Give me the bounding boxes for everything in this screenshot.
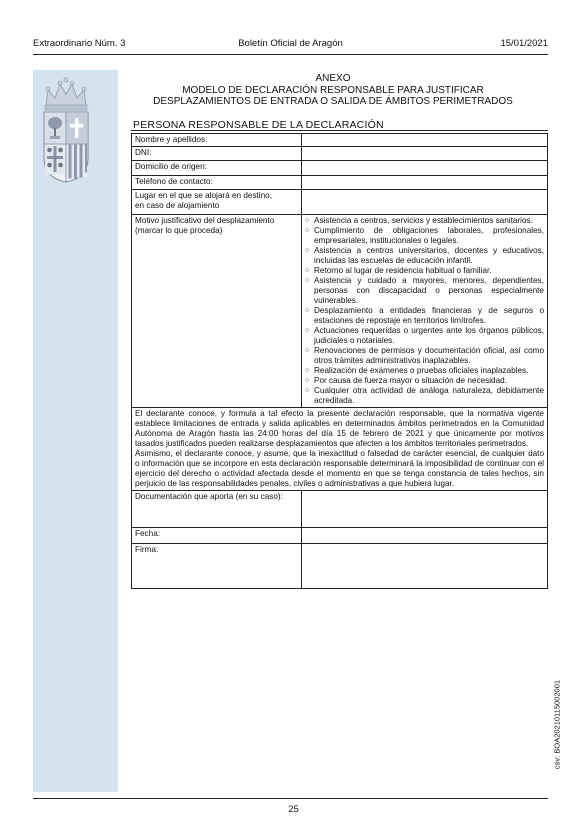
dni-row	[132, 147, 547, 161]
documentation-label: Documentación que aporta (en su caso):	[132, 491, 302, 527]
annex-title-line-1: MODELO DE DECLARACIÓN RESPONSABLE PARA JUSTIFICAR	[182, 84, 484, 96]
reason-option-label: Realización de exámenes o pruebas oficiales inaplazables.	[314, 366, 529, 375]
reason-option-label: Desplazamiento a entidades financieras y de seguros o estaciones de repostaje en territorios limítrofes.	[314, 306, 544, 325]
origin-row	[132, 161, 547, 176]
reason-option-label: Asistencia a centros universitarios, docentes y educativos, incluidas las escuelas de educación infantil.	[314, 246, 544, 265]
reason-option-label: Renovaciones de permisos y documentación oficial, así como otros trámites administrativos inaplazables.	[314, 346, 544, 365]
page-number: 25	[288, 804, 299, 815]
reason-option-label: Retorno al lugar de residencia habitual o familiar.	[314, 266, 492, 275]
lodging-field[interactable]	[302, 190, 547, 214]
name-label: Nombre y apellidos:	[132, 134, 302, 146]
annex-label: ANEXO	[315, 73, 351, 84]
origin-label: Domicilio de origen:	[132, 161, 302, 175]
dni-field[interactable]	[302, 147, 547, 160]
declaration-form	[131, 133, 548, 589]
section-divider	[131, 130, 548, 131]
reason-option[interactable]	[305, 386, 544, 406]
declaration-row	[132, 408, 547, 491]
radio-circle-icon[interactable]: ○	[305, 347, 310, 354]
reason-option[interactable]	[305, 276, 544, 306]
documentation-field[interactable]	[302, 491, 547, 527]
declaration-paragraph-1: El declarante conoce, y formula a tal efecto la presente declaración responsable, que la normativa vigente establece limitaciones de entrada y salida aplicables en determinados ámbitos perimetrados en la Comunidad Autónoma de Aragón hasta las 24:00 horas del día 15 de febrero de 2021 y que únicamente por motivos tasados justificados pueden realizarse desplazamientos que afecten a los ámbitos territoriales perimetrados.	[135, 409, 544, 448]
radio-circle-icon[interactable]: ○	[305, 327, 310, 334]
reason-option-label: Por causa de fuerza mayor o situación de necesidad.	[314, 376, 507, 385]
lodging-row	[132, 190, 547, 215]
signature-row	[132, 544, 547, 588]
reason-label-line-2: (marcar lo que proceda)	[135, 226, 223, 235]
signature-label: Firma:	[132, 544, 302, 588]
reason-option-label: Cualquier otra actividad de análoga naturaleza, debidamente acreditada.	[314, 386, 544, 405]
section-title: PERSONA RESPONSABLE DE LA DECLARACIÓN	[133, 119, 384, 131]
publication-date: 15/01/2021	[500, 38, 548, 49]
reason-option-label: Asistencia y cuidado a mayores, menores, dependientes, personas con discapacidad o personas especialmente vulnerables.	[314, 276, 544, 305]
reason-option[interactable]	[305, 226, 544, 246]
header-divider	[33, 54, 548, 55]
annex-title-line-2: DESPLAZAMIENTOS DE ENTRADA O SALIDA DE ÁMBITOS PERIMETRADOS	[153, 96, 513, 107]
origin-field[interactable]	[302, 161, 547, 175]
reason-label	[132, 215, 302, 407]
declaration-text	[132, 408, 547, 490]
date-label: Fecha:	[132, 528, 302, 543]
declaration-paragraph-2: Asimismo, el declarante conoce, y asume, que la inexactitud o falsedad de carácter esencial, de cualquier dato o información que se incorpore en esta declaración responsable determinará la imposibilidad de continuar con el ejercicio del derecho o actividad afectada desde el momento en que se tenga constancia de tales hechos, sin perjuicio de las responsabilidades penales, civiles o administrativas a que hubiera lugar.	[135, 449, 544, 488]
radio-circle-icon[interactable]: ○	[305, 267, 310, 274]
radio-circle-icon[interactable]: ○	[305, 227, 310, 234]
csv-code	[552, 679, 562, 770]
reason-option[interactable]	[305, 376, 544, 386]
reason-option[interactable]	[305, 366, 544, 376]
reason-label-line-1: Motivo justificativo del desplazamiento	[135, 216, 275, 225]
dni-label: DNI:	[132, 147, 302, 160]
lodging-label	[132, 190, 302, 214]
reason-option-label: Cumplimiento de obligaciones laborales, profesionales, empresariales, institucionales o legales.	[314, 226, 544, 245]
reason-list	[305, 216, 544, 406]
page-header	[33, 38, 548, 50]
annex-heading	[118, 73, 548, 108]
radio-circle-icon[interactable]: ○	[305, 247, 310, 254]
reason-option-label: Asistencia a centros, servicios y establecimientos sanitarios.	[314, 216, 533, 225]
name-row	[132, 134, 547, 147]
footer-divider	[33, 798, 548, 799]
reason-options	[302, 215, 547, 407]
radio-circle-icon[interactable]: ○	[305, 387, 310, 394]
phone-row	[132, 176, 547, 190]
radio-circle-icon[interactable]: ○	[305, 217, 310, 224]
reason-option[interactable]	[305, 326, 544, 346]
radio-circle-icon[interactable]: ○	[305, 277, 310, 284]
radio-circle-icon[interactable]: ○	[305, 377, 310, 384]
reason-option[interactable]	[305, 346, 544, 366]
lodging-label-line-1: Lugar en el que se alojará en destino,	[135, 191, 273, 200]
phone-field[interactable]	[302, 176, 547, 189]
reason-option-label: Actuaciones requeridas o urgentes ante los órganos públicos, judiciales o notariales.	[314, 326, 544, 345]
radio-circle-icon[interactable]: ○	[305, 307, 310, 314]
name-field[interactable]	[302, 134, 547, 146]
documentation-row	[132, 491, 547, 528]
lodging-label-line-2: en caso de alojamiento	[135, 201, 220, 210]
reason-option[interactable]	[305, 246, 544, 266]
radio-circle-icon[interactable]: ○	[305, 367, 310, 374]
reason-option[interactable]	[305, 216, 544, 226]
date-field[interactable]	[302, 528, 547, 543]
reason-option[interactable]	[305, 266, 544, 276]
date-row	[132, 528, 547, 544]
phone-label: Teléfono de contacto:	[132, 176, 302, 189]
signature-field[interactable]	[302, 544, 547, 588]
aragon-coat-of-arms-icon	[38, 76, 94, 186]
csv-code-text: csv: BOA20210115002001	[552, 679, 562, 770]
issue-number: Extraordinario Núm. 3	[33, 38, 126, 49]
reason-option[interactable]	[305, 306, 544, 326]
publication-name: Boletín Oficial de Aragón	[238, 38, 343, 49]
reason-row	[132, 215, 547, 408]
